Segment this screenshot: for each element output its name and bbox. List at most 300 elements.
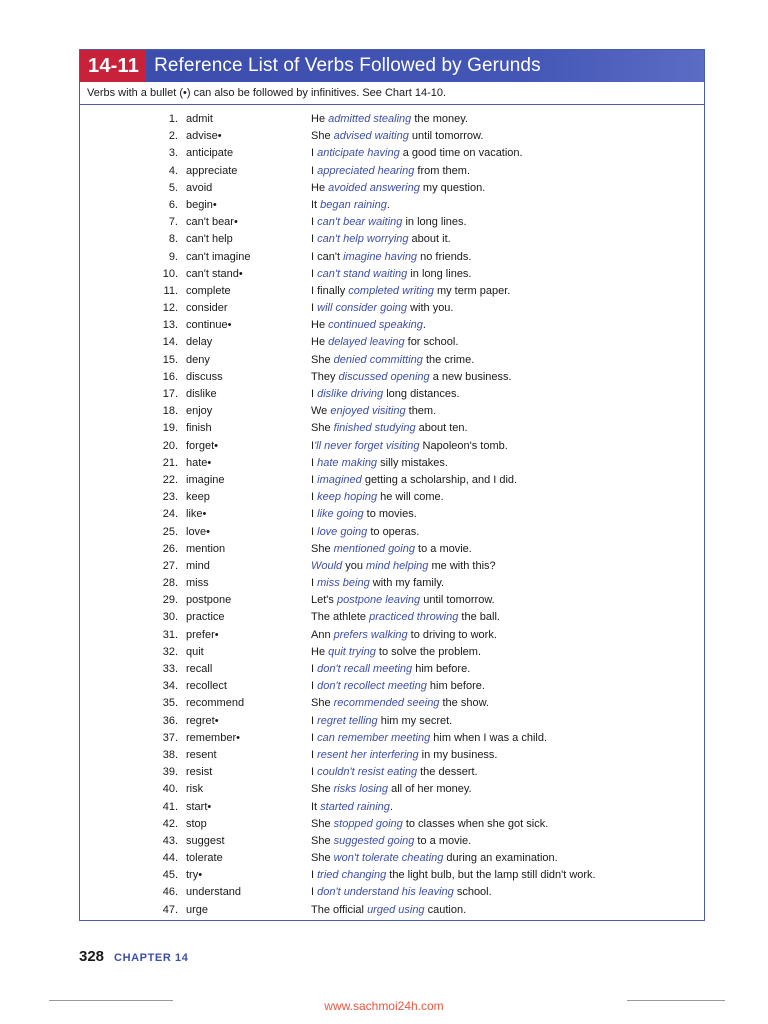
gerund-phrase: enjoyed visiting: [330, 405, 406, 418]
item-number: 21.: [162, 456, 178, 469]
verb: hate•: [186, 456, 212, 469]
list-item: [80, 644, 704, 661]
sentence-text: a new business.: [429, 370, 512, 383]
list-item: [80, 730, 704, 747]
gerund-phrase: can remember meeting: [317, 731, 431, 744]
sentence-text: We: [311, 405, 331, 418]
item-number: 25.: [162, 525, 178, 538]
chart-header: [80, 50, 704, 82]
sentence-text: for school.: [404, 336, 459, 349]
sentence-text: him before.: [412, 663, 471, 675]
verb: advise•: [186, 130, 222, 143]
example-sentence: [311, 506, 417, 523]
sentence-text: until tomorrow.: [420, 594, 495, 607]
list-item: [80, 575, 704, 592]
list-item: [80, 627, 704, 644]
reference-chart: [79, 49, 705, 921]
list-item: [80, 764, 704, 781]
example-sentence: [311, 163, 470, 180]
item-number: 46.: [162, 886, 178, 899]
item-number: 31.: [162, 628, 178, 641]
verb: begin•: [186, 198, 217, 211]
gerund-phrase: discussed opening: [338, 370, 430, 383]
list-item: [80, 438, 704, 455]
sentence-text: She: [311, 130, 334, 143]
example-sentence: [311, 231, 451, 248]
sentence-text: Ann: [311, 628, 334, 641]
list-item: [80, 163, 704, 180]
list-item: [80, 524, 704, 541]
gerund-phrase: love going: [317, 525, 368, 538]
gerund-phrase: risks losing: [333, 783, 389, 796]
item-number: 47.: [162, 903, 178, 916]
sentence-text: She: [311, 852, 334, 865]
item-number: 26.: [162, 542, 178, 555]
sentence-text: .: [422, 319, 426, 332]
sentence-text: I: [311, 766, 318, 779]
list-item: [80, 266, 704, 283]
sentence-text: She: [311, 422, 334, 435]
example-sentence: [311, 816, 548, 833]
chapter-label: CHAPTER 14: [114, 952, 189, 964]
sentence-text: .: [386, 198, 390, 211]
verb: continue•: [186, 319, 232, 332]
sentence-text: She: [311, 783, 334, 796]
sentence-text: about it.: [408, 233, 451, 246]
verb: imagine: [186, 473, 225, 486]
verb: can't stand•: [186, 267, 243, 280]
example-sentence: [311, 609, 500, 626]
verb: recollect: [186, 680, 227, 693]
gerund-phrase: appreciated hearing: [317, 164, 415, 177]
sentence-text: It: [311, 198, 321, 211]
item-number: 10.: [162, 267, 178, 280]
sentence-text: He: [311, 113, 329, 125]
example-sentence: [311, 884, 492, 901]
sentence-text: I: [311, 491, 318, 504]
sentence-text: until tomorrow.: [408, 130, 484, 143]
list-item: [80, 850, 704, 867]
sentence-text: I: [311, 267, 318, 280]
sentence-text: I: [311, 456, 318, 469]
sentence-text: I: [311, 869, 318, 882]
list-item: [80, 352, 704, 369]
sentence-text: The athlete: [311, 611, 370, 624]
verb: can't bear•: [186, 216, 238, 229]
verb: try•: [186, 869, 203, 882]
example-sentence: [311, 541, 472, 558]
sentence-text: him before.: [426, 680, 485, 693]
item-number: 1.: [168, 113, 178, 125]
list-item: [80, 747, 704, 764]
sentence-text: me with this?: [428, 559, 496, 572]
list-item: [80, 609, 704, 626]
sentence-text: She: [311, 353, 334, 366]
verb: remember•: [186, 731, 240, 744]
sentence-text: in long lines.: [407, 267, 472, 280]
list-item: [80, 713, 704, 730]
verb: mind: [186, 559, 210, 572]
gerund-phrase: hate making: [317, 456, 378, 469]
example-sentence: [311, 867, 596, 884]
example-sentence: [311, 128, 483, 145]
list-item: [80, 231, 704, 248]
verb: delay: [186, 336, 213, 349]
verb: can't imagine: [186, 250, 251, 263]
gerund-phrase: stopped going: [333, 817, 403, 830]
verb: enjoy: [186, 405, 213, 418]
item-number: 23.: [162, 491, 178, 504]
sentence-text: It: [311, 800, 321, 813]
sentence-text: all of her money.: [388, 783, 472, 796]
sentence-text: him when I was a child.: [430, 731, 548, 744]
list-item: [80, 403, 704, 420]
sentence-text: to a movie.: [414, 834, 472, 847]
gerund-phrase: tried changing: [317, 869, 387, 882]
sentence-text: he will come.: [377, 491, 444, 504]
sentence-text: the show.: [439, 697, 489, 710]
gerund-phrase: can't bear waiting: [317, 216, 403, 229]
item-number: 9.: [168, 250, 178, 263]
verb: regret•: [186, 714, 219, 727]
sentence-text: I: [311, 714, 318, 727]
gerund-phrase: will consider going: [317, 302, 408, 315]
list-item: [80, 300, 704, 317]
sentence-text: no friends.: [417, 250, 472, 263]
item-number: 33.: [162, 663, 178, 675]
example-sentence: [311, 713, 452, 730]
list-item: [80, 661, 704, 678]
item-number: 7.: [168, 216, 178, 229]
list-item: [80, 816, 704, 833]
gerund-phrase: avoided answering: [328, 181, 420, 194]
gerund-phrase: mind helping: [366, 559, 429, 572]
list-item: [80, 197, 704, 214]
gerund-phrase: finished studying: [333, 422, 416, 435]
item-number: 32.: [162, 645, 178, 658]
example-sentence: [311, 833, 471, 850]
chart-number: 14-11: [80, 50, 146, 82]
sentence-text: I: [311, 525, 318, 538]
verb: avoid: [186, 181, 213, 194]
verb: risk: [186, 783, 204, 796]
verb: miss: [186, 577, 209, 590]
list-item: [80, 145, 704, 162]
list-item: [80, 558, 704, 575]
gerund-phrase: can't help worrying: [317, 233, 409, 246]
gerund-phrase: dislike driving: [317, 388, 384, 400]
page-number: 328: [79, 948, 105, 965]
sentence-text: to a movie.: [414, 542, 472, 555]
verb: start•: [186, 800, 212, 813]
gerund-phrase: won't tolerate cheating: [333, 852, 444, 865]
item-number: 3.: [168, 147, 178, 160]
gerund-phrase: started raining: [320, 800, 390, 813]
item-number: 17.: [162, 388, 178, 400]
example-sentence: [311, 799, 393, 816]
item-number: 28.: [162, 577, 178, 590]
item-number: 27.: [162, 559, 178, 572]
sentence-text: about ten.: [415, 422, 468, 435]
example-sentence: [311, 197, 390, 214]
gerund-phrase: imagined: [317, 473, 362, 486]
gerund-phrase: quit trying: [328, 645, 376, 658]
item-number: 38.: [162, 748, 178, 761]
gerund-phrase: denied committing: [333, 353, 423, 366]
example-sentence: [311, 472, 517, 489]
example-sentence: [311, 489, 444, 506]
item-number: 43.: [162, 834, 178, 847]
example-sentence: [311, 781, 472, 798]
item-number: 16.: [162, 370, 178, 383]
item-number: 44.: [162, 852, 178, 865]
sentence-text: I: [311, 233, 318, 246]
example-sentence: [311, 386, 460, 403]
sentence-text: him my secret.: [377, 714, 453, 727]
item-number: 4.: [168, 164, 178, 177]
sentence-text: .: [389, 800, 393, 813]
item-number: 14.: [162, 336, 178, 349]
example-sentence: [311, 214, 467, 231]
verb: recommend: [186, 697, 245, 710]
sentence-text: She: [311, 542, 334, 555]
item-number: 45.: [162, 869, 178, 882]
sentence-text: I: [311, 147, 318, 160]
example-sentence: [311, 420, 468, 437]
sentence-text: them.: [405, 405, 437, 418]
gerund-phrase: delayed leaving: [328, 336, 405, 349]
sentence-text: The official: [311, 903, 368, 916]
sentence-text: He: [311, 319, 329, 332]
sentence-text: They: [311, 370, 339, 383]
example-sentence: [311, 730, 547, 747]
item-number: 40.: [162, 783, 178, 796]
list-item: [80, 317, 704, 334]
gerund-phrase: mentioned going: [333, 542, 415, 555]
gerund-phrase: suggested going: [333, 834, 415, 847]
example-sentence: [311, 145, 523, 162]
list-item: [80, 386, 704, 403]
sentence-text: She: [311, 697, 334, 710]
list-item: [80, 833, 704, 850]
sentence-text: Napoleon's tomb.: [419, 439, 508, 452]
verb-list: [80, 105, 704, 919]
example-sentence: [311, 678, 485, 695]
item-number: 6.: [168, 198, 178, 211]
gerund-phrase: can't stand waiting: [317, 267, 408, 280]
sentence-text: Let's: [311, 594, 337, 607]
sentence-text: the light bulb, but the lamp still didn't work.: [386, 869, 596, 882]
gerund-phrase: anticipate having: [317, 147, 400, 160]
example-sentence: [311, 455, 448, 472]
example-sentence: [311, 558, 496, 575]
list-item: [80, 781, 704, 798]
list-item: [80, 867, 704, 884]
item-number: 30.: [162, 611, 178, 624]
sentence-text: in my business.: [418, 748, 498, 761]
verb: resent: [186, 748, 217, 761]
sentence-text: to movies.: [363, 508, 417, 521]
verb: deny: [186, 353, 210, 366]
gerund-phrase: like going: [317, 508, 364, 521]
example-sentence: [311, 902, 466, 919]
list-item: [80, 678, 704, 695]
list-item: [80, 334, 704, 351]
example-sentence: [311, 334, 458, 351]
sentence-text: I can't: [311, 250, 344, 263]
sentence-text: She: [311, 817, 334, 830]
list-item: [80, 249, 704, 266]
example-sentence: [311, 438, 508, 455]
item-number: 24.: [162, 508, 178, 521]
sentence-text: to driving to work.: [407, 628, 497, 641]
example-sentence: [311, 575, 444, 592]
example-sentence: [311, 592, 495, 609]
gerund-phrase: don't recall meeting: [317, 663, 413, 675]
chart-title: Reference List of Verbs Followed by Gerunds: [154, 55, 541, 76]
verb: can't help: [186, 233, 233, 246]
verb: discuss: [186, 370, 223, 383]
example-sentence: [311, 283, 510, 300]
example-sentence: [311, 747, 498, 764]
list-item: [80, 489, 704, 506]
verb: love•: [186, 525, 211, 538]
list-item: [80, 472, 704, 489]
sentence-text: I: [311, 663, 318, 675]
verb: admit: [186, 113, 213, 125]
sentence-text: I: [311, 388, 318, 400]
sentence-text: I: [311, 731, 318, 744]
sentence-text: I: [311, 680, 318, 693]
item-number: 41.: [162, 800, 178, 813]
list-item: [80, 902, 704, 919]
gerund-phrase: began raining: [320, 198, 387, 211]
example-sentence: [311, 352, 474, 369]
item-number: 29.: [162, 594, 178, 607]
gerund-phrase: urged using: [367, 903, 425, 916]
verb: postpone: [186, 594, 232, 607]
verb: understand: [186, 886, 242, 899]
sentence-text: to operas.: [367, 525, 420, 538]
item-number: 39.: [162, 766, 178, 779]
sentence-text: a good time on vacation.: [399, 147, 523, 160]
item-number: 34.: [162, 680, 178, 693]
sentence-text: my question.: [419, 181, 486, 194]
sentence-text: I finally: [311, 284, 349, 297]
list-item: [80, 506, 704, 523]
list-item: [80, 214, 704, 231]
verb: practice: [186, 611, 225, 624]
sentence-text: in long lines.: [402, 216, 467, 229]
sentence-text: during an examination.: [443, 852, 558, 865]
verb: prefer•: [186, 628, 219, 641]
verb: keep: [186, 491, 210, 504]
list-item: [80, 369, 704, 386]
sentence-text: from them.: [414, 164, 470, 177]
list-item: [80, 128, 704, 145]
gerund-phrase: regret telling: [317, 714, 378, 727]
list-item: [80, 283, 704, 300]
sentence-text: the crime.: [422, 353, 475, 366]
sentence-text: He: [311, 181, 329, 194]
sentence-text: I: [311, 216, 318, 229]
verb: appreciate: [186, 164, 238, 177]
sentence-text: the ball.: [458, 611, 500, 624]
item-number: 36.: [162, 714, 178, 727]
gerund-phrase: keep hoping: [317, 491, 378, 504]
example-sentence: [311, 850, 558, 867]
sentence-text: long distances.: [383, 388, 460, 400]
sentence-text: my term paper.: [433, 284, 511, 297]
page-footer: [79, 948, 189, 965]
gerund-phrase: practiced throwing: [369, 611, 459, 624]
verb: consider: [186, 302, 228, 315]
example-sentence: [311, 644, 481, 661]
list-item: [80, 420, 704, 437]
gerund-phrase: admitted stealing: [328, 113, 412, 125]
verb: recall: [186, 663, 213, 675]
example-sentence: [311, 764, 478, 781]
item-number: 35.: [162, 697, 178, 710]
example-sentence: [311, 524, 419, 541]
list-item: [80, 111, 704, 128]
list-item: [80, 455, 704, 472]
item-number: 11.: [163, 284, 178, 297]
verb: anticipate: [186, 147, 234, 160]
example-sentence: [311, 627, 497, 644]
gerund-phrase: don't understand his leaving: [317, 886, 454, 899]
watermark-link[interactable]: www.sachmoi24h.com: [324, 999, 444, 1013]
list-item: [80, 541, 704, 558]
list-item: [80, 592, 704, 609]
verb: stop: [186, 817, 207, 830]
gerund-phrase: prefers walking: [333, 628, 408, 641]
item-number: 13.: [162, 319, 178, 332]
sentence-text: to solve the problem.: [375, 645, 481, 658]
gerund-phrase: advised waiting: [333, 130, 409, 143]
verb: mention: [186, 542, 226, 555]
gerund-phrase: imagine having: [343, 250, 418, 263]
sentence-text: with you.: [407, 302, 454, 315]
gerund-phrase: recommended seeing: [333, 697, 440, 710]
gerund-phrase: couldn't resist eating: [317, 766, 418, 779]
sentence-text: He: [311, 645, 329, 658]
list-item: [80, 180, 704, 197]
item-number: 2.: [168, 130, 178, 143]
sentence-text: I: [311, 302, 318, 315]
list-item: [80, 695, 704, 712]
verb: complete: [186, 284, 231, 297]
verb: urge: [186, 903, 209, 916]
item-number: 8.: [168, 233, 178, 246]
verb: like•: [186, 508, 207, 521]
chart-note: Verbs with a bullet (•) can also be followed by infinitives. See Chart 14-10.: [80, 82, 704, 105]
verb: resist: [186, 766, 213, 779]
gerund-phrase: continued speaking: [328, 319, 423, 332]
verb: finish: [186, 422, 212, 435]
sentence-text: caution.: [424, 903, 467, 916]
gerund-phrase: don't recollect meeting: [317, 680, 427, 693]
item-number: 12.: [162, 302, 178, 315]
verb: forget•: [186, 439, 218, 452]
sentence-text: getting a scholarship, and I did.: [361, 473, 518, 486]
item-number: 5.: [168, 181, 178, 194]
sentence-text: you: [342, 559, 367, 572]
item-number: 18.: [162, 405, 178, 418]
verb: quit: [186, 645, 204, 658]
sentence-text: with my family.: [369, 577, 445, 590]
list-item: [80, 884, 704, 901]
